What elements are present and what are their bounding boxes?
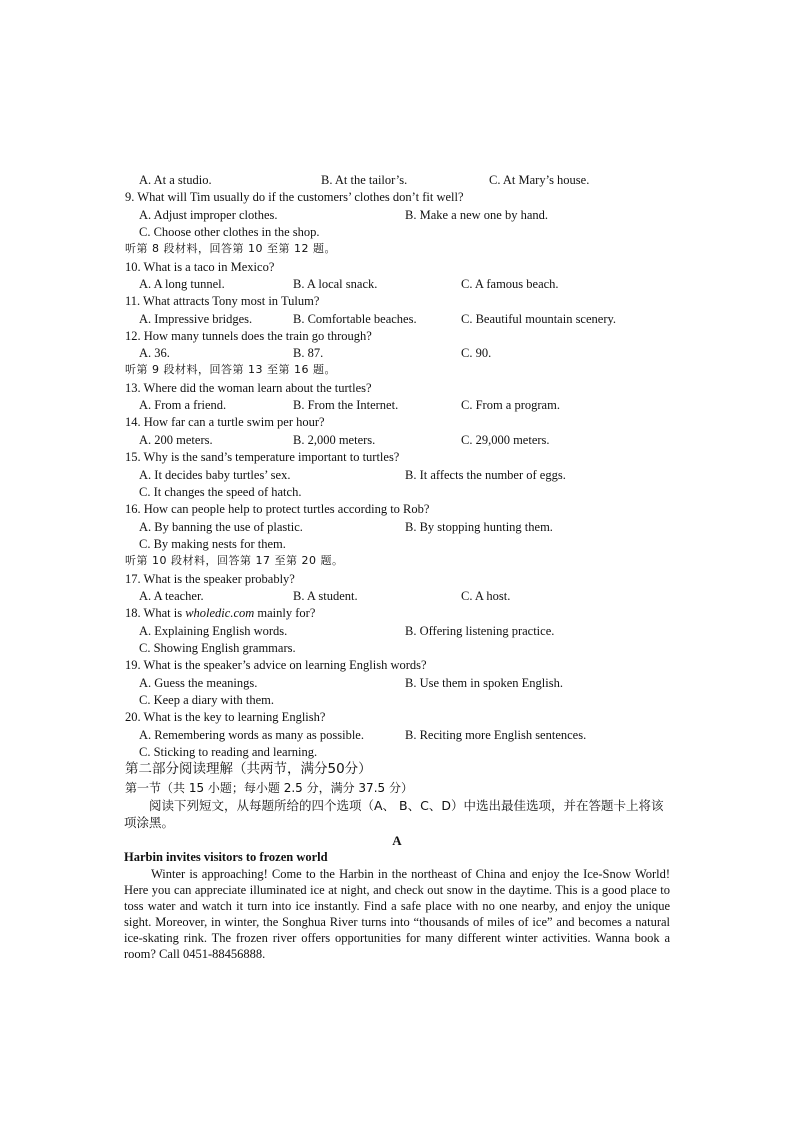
q12-option-a: A. 36.	[139, 346, 170, 360]
q14-option-c: C. 29,000 meters.	[461, 433, 550, 447]
q20-option-a: A. Remembering words as many as possible.	[139, 728, 364, 742]
q18-question	[125, 605, 315, 621]
q15-option-b: B. It affects the number of eggs.	[405, 468, 566, 482]
q14-question: 14. How far can a turtle swim per hour?	[125, 415, 325, 429]
reading-part-title: 第二部分阅读理解（共两节，满分50分）	[125, 761, 372, 777]
q13-question: 13. Where did the woman learn about the turtles?	[125, 381, 372, 395]
q18-option-a: A. Explaining English words.	[139, 624, 288, 638]
q18-option-c: C. Showing English grammars.	[139, 641, 296, 655]
section-9-instruction: 听第 9 段材料，回答第 13 至第 16 题。	[125, 363, 336, 376]
q15-option-a: A. It decides baby turtles’ sex.	[139, 468, 291, 482]
q16-option-b: B. By stopping hunting them.	[405, 520, 553, 534]
q11-question: 11. What attracts Tony most in Tulum?	[125, 294, 320, 308]
passage-title: Harbin invites visitors to frozen world	[124, 850, 328, 864]
q19-option-b: B. Use them in spoken English.	[405, 676, 563, 690]
q18-question-prefix: 18. What is	[125, 606, 186, 620]
section-10-instruction: 听第 10 段材料，回答第 17 至第 20 题。	[125, 554, 344, 567]
q11-option-c: C. Beautiful mountain scenery.	[461, 312, 617, 326]
q14-option-b: B. 2,000 meters.	[293, 433, 376, 447]
q9-option-a: A. Adjust improper clothes.	[139, 208, 278, 222]
q11-option-b: B. Comfortable beaches.	[293, 312, 417, 326]
q8-option-c: C. At Mary’s house.	[489, 173, 590, 187]
q18-website: wholedic.com	[185, 606, 255, 620]
q20-option-c: C. Sticking to reading and learning.	[139, 745, 318, 759]
q10-option-c: C. A famous beach.	[461, 277, 559, 291]
q8-option-b: B. At the tailor’s.	[321, 173, 408, 187]
q17-option-b: B. A student.	[293, 589, 358, 603]
q10-option-a: A. A long tunnel.	[139, 277, 225, 291]
q19-option-c: C. Keep a diary with them.	[139, 693, 275, 707]
reading-instructions: 阅读下列短文，从每题所给的四个选项（A、 B、C、D）中选出最佳选项，并在答题卡上将该项涂黑。	[124, 798, 664, 830]
q8-option-a: A. At a studio.	[139, 173, 212, 187]
reading-section-title: 第一节（共 15 小题；每小题 2.5 分，满分 37.5 分）	[125, 781, 413, 795]
q10-question: 10. What is a taco in Mexico?	[125, 260, 275, 274]
q9-option-b: B. Make a new one by hand.	[405, 208, 549, 222]
q18-question-suffix: mainly for?	[254, 606, 316, 620]
q19-option-a: A. Guess the meanings.	[139, 676, 258, 690]
section-8-instruction: 听第 8 段材料，回答第 10 至第 12 题。	[125, 242, 336, 255]
passage-letter: A	[392, 833, 402, 848]
q13-option-b: B. From the Internet.	[293, 398, 399, 412]
q16-option-c: C. By making nests for them.	[139, 537, 286, 551]
q17-option-c: C. A host.	[461, 589, 511, 603]
q13-option-a: A. From a friend.	[139, 398, 227, 412]
q13-option-c: C. From a program.	[461, 398, 560, 412]
q11-option-a: A. Impressive bridges.	[139, 312, 253, 326]
q16-option-a: A. By banning the use of plastic.	[139, 520, 303, 534]
q17-option-a: A. A teacher.	[139, 589, 204, 603]
q12-option-c: C. 90.	[461, 346, 492, 360]
q19-question: 19. What is the speaker’s advice on learning English words?	[125, 658, 427, 672]
q18-option-b: B. Offering listening practice.	[405, 624, 555, 638]
q9-option-c: C. Choose other clothes in the shop.	[139, 225, 320, 239]
q20-option-b: B. Reciting more English sentences.	[405, 728, 587, 742]
q12-question: 12. How many tunnels does the train go through?	[125, 329, 372, 343]
q10-option-b: B. A local snack.	[293, 277, 378, 291]
q9-question: 9. What will Tim usually do if the customers’ clothes don’t fit well?	[125, 190, 464, 204]
q16-question: 16. How can people help to protect turtles according to Rob?	[125, 502, 430, 516]
q15-option-c: C. It changes the speed of hatch.	[139, 485, 302, 499]
passage-body: Winter is approaching! Come to the Harbin in the northeast of China and enjoy the Ice-Snow World! Here you can appreciate illuminated ice at night, and check out snow in the daytime. This is a good place to toss water and watch it turn into ice instantly. Find a safe place with no one nearby, and enjoy the unique sight. Moreover, in winter, the Songhua River turns into “thousands of miles of ice” and becomes a natural ice-skating rink. The frozen river offers opportunities for many different winter activities. Wanna book a room? Call 0451-88456888.	[124, 867, 670, 961]
q17-question: 17. What is the speaker probably?	[125, 572, 295, 586]
q14-option-a: A. 200 meters.	[139, 433, 213, 447]
q12-option-b: B. 87.	[293, 346, 324, 360]
q15-question: 15. Why is the sand’s temperature important to turtles?	[125, 450, 400, 464]
q20-question: 20. What is the key to learning English?	[125, 710, 326, 724]
